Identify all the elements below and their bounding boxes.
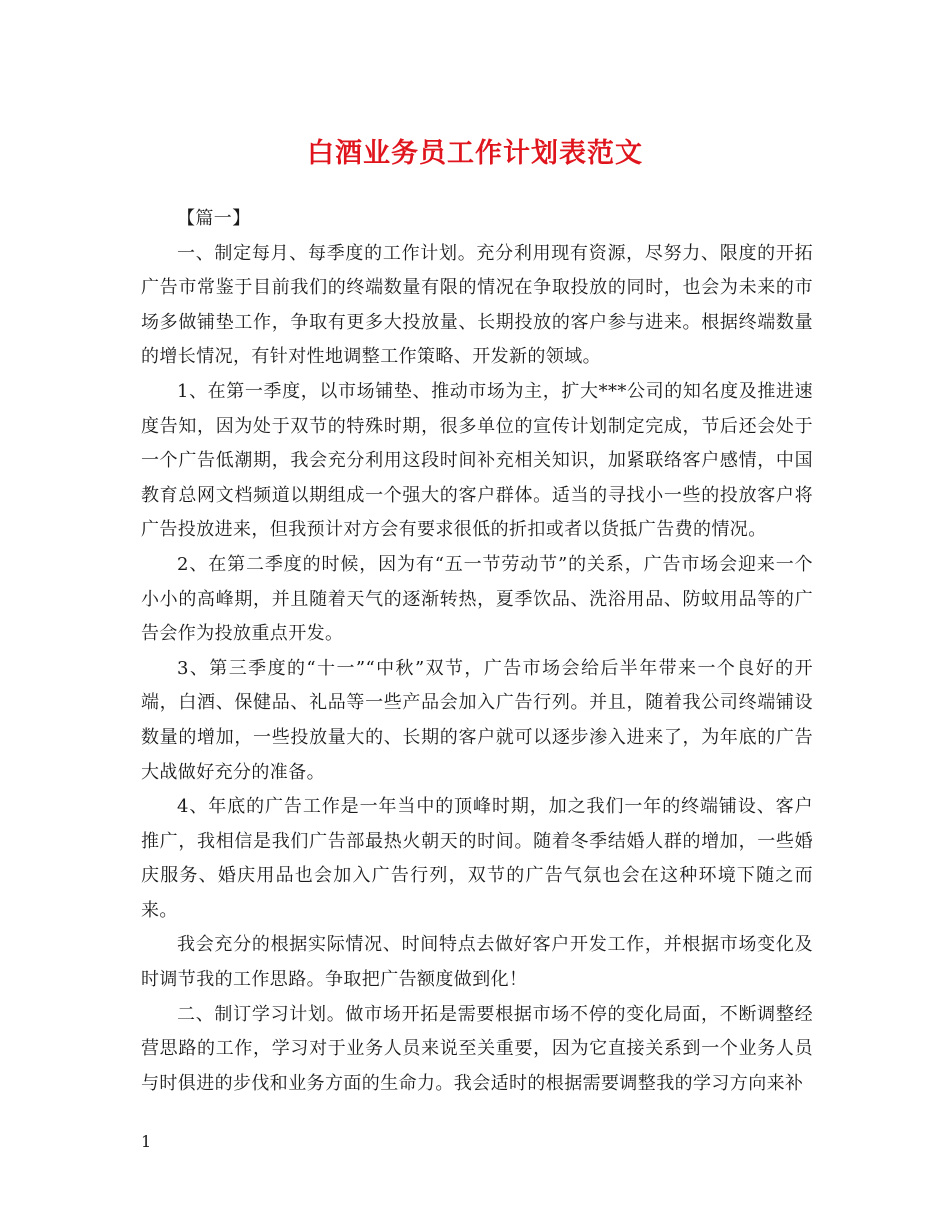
- paragraph: 4、年底的广告工作是一年当中的顶峰时期，加之我们一年的终端铺设、客户推广，我相信是我们广告部最热火朝天的时间。随着冬季结婚人群的增加，一些婚庆服务、婚庆用品也会加入广告行列，双节的广告气氛也会在这种环境下随之而来。: [141, 796, 813, 921]
- paragraph: 二、制订学习计划。做市场开拓是需要根据市场不停的变化局面，不断调整经营思路的工作，学习对于业务人员来说至关重要，因为它直接关系到一个业务人员与时俱进的步伐和业务方面的生命力。我会适时的根据需要调整我的学习方向来补: [141, 1003, 813, 1094]
- paragraph: 3、第三季度的“十一”“中秋”双节，广告市场会给后半年带来一个良好的开端，白酒、保健品、礼品等一些产品会加入广告行列。并且，随着我公司终端铺设数量的增加，一些投放量大的、长期的客户就可以逐步渗入进来了，为年底的广告大战做好充分的准备。: [141, 657, 813, 783]
- page-number: 1: [141, 1132, 152, 1151]
- paragraph: 我会充分的根据实际情况、时间特点去做好客户开发工作，并根据市场变化及时调节我的工作思路。争取把广告额度做到化！: [141, 934, 813, 991]
- paragraph: 2、在第二季度的时候，因为有“五一节劳动节”的关系，广告市场会迎来一个小小的高峰期，并且随着天气的逐渐转热，夏季饮品、洗浴用品、防蚊用品等的广告会作为投放重点开发。: [141, 553, 813, 645]
- document-body: [141, 202, 813, 1101]
- section-label: 【篇一】: [177, 208, 251, 229]
- paragraph: 1、在第一季度，以市场铺垫、推动市场为主，扩大***公司的知名度及推进速度告知，因为处于双节的特殊时期，很多单位的宣传计划制定完成，节后还会处于一个广告低潮期，我会充分利用这段时间补充相关知识，加紧联络客户感情，中国教育总网文档频道以期组成一个强大的客户群体。适当的寻找小一些的投放客户将广告投放进来，但我预计对方会有要求很低的折扣或者以货抵广告费的情况。: [141, 380, 813, 541]
- paragraph: 一、制定每月、每季度的工作计划。充分利用现有资源，尽努力、限度的开拓广告市常鉴于目前我们的终端数量有限的情况在争取投放的同时，也会为未来的市场多做铺垫工作，争取有更多大投放量、长期投放的客户参与进来。根据终端数量的增长情况，有针对性地调整工作策略、开发新的领域。: [141, 242, 813, 368]
- document-title: 白酒业务员工作计划表范文: [307, 138, 643, 169]
